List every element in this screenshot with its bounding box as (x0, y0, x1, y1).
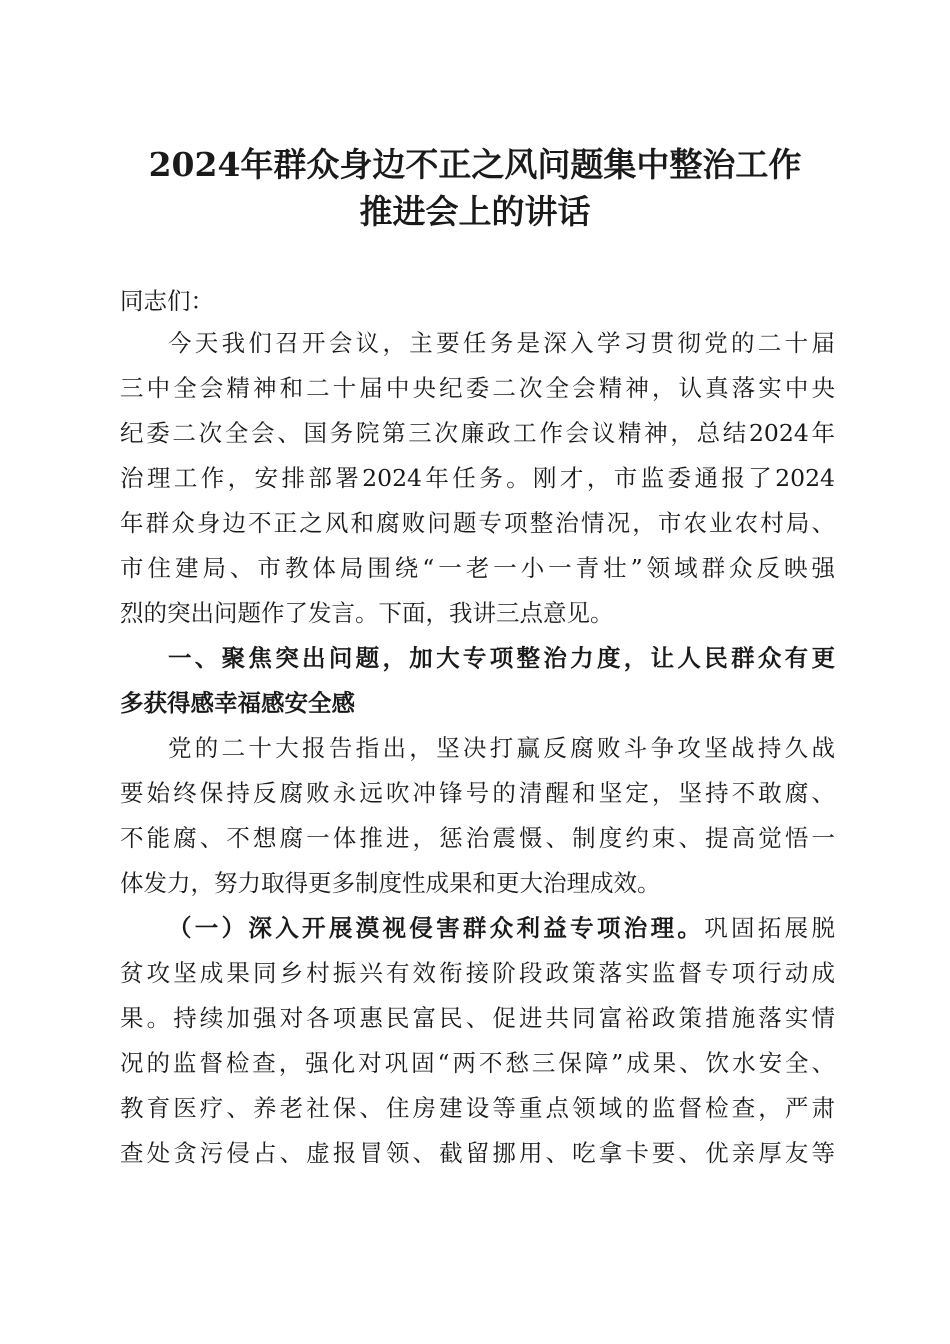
paragraph-line: 查处贪污侵占、虚报冒领、截留挪用、吃拿卡要、优亲厚友等 (120, 1139, 835, 1167)
paragraph-line: 三中全会精神和二十届中央纪委二次全会精神，认真落实中央 (120, 374, 835, 402)
paragraph-line: 贫攻坚成果同乡村振兴有效衔接阶段政策落实监督专项行动成 (120, 959, 835, 987)
section-heading: 一、聚焦突出问题，加大专项整治力度，让人民群众有更 (168, 644, 835, 672)
paragraph-line: 纪委二次全会、国务院第三次廉政工作会议精神，总结2024年 (120, 419, 835, 447)
paragraph-line: 果。持续加强对各项惠民富民、促进共同富裕政策措施落实情 (120, 1004, 835, 1032)
paragraph-text: 巩固拓展脱 (704, 914, 835, 942)
paragraph-line: 党的二十大报告指出，坚决打赢反腐败斗争攻坚战持久战 (168, 734, 835, 762)
paragraph-line (168, 905, 835, 951)
paragraph-line: 治理工作，安排部署2024年任务。刚才，市监委通报了2024 (120, 464, 835, 492)
paragraph-line: 不能腐、不想腐一体推进，惩治震慑、制度约束、提高觉悟一 (120, 824, 835, 852)
subsection-heading: （一）深入开展漠视侵害群众利益专项治理。 (168, 914, 705, 942)
paragraph-line: 烈的突出问题作了发言。下面，我讲三点意见。 (120, 599, 614, 627)
paragraph-line: 今天我们召开会议，主要任务是深入学习贯彻党的二十届 (168, 329, 835, 357)
paragraph-line: 教育医疗、养老社保、住房建设等重点领域的监督检查，严肃 (120, 1094, 835, 1122)
paragraph-line: 市住建局、市教体局围绕“一老一小一青壮”领域群众反映强 (120, 554, 835, 582)
paragraph-line: 体发力，努力取得更多制度性成果和更大治理成效。 (120, 869, 661, 897)
paragraph-line: 年群众身边不正之风和腐败问题专项整治情况，市农业农村局、 (120, 509, 835, 537)
document-title-line-1: 2024年群众身边不正之风问题集中整治工作 (148, 145, 802, 184)
salutation: 同志们： (120, 287, 214, 315)
document-title-line-2: 推进会上的讲话 (359, 192, 591, 231)
section-heading: 多获得感幸福感安全感 (120, 689, 355, 717)
paragraph-line: 要始终保持反腐败永远吹冲锋号的清醒和坚定，坚持不敢腐、 (120, 779, 835, 807)
paragraph-line: 况的监督检查，强化对巩固“两不愁三保障”成果、饮水安全、 (120, 1049, 835, 1077)
